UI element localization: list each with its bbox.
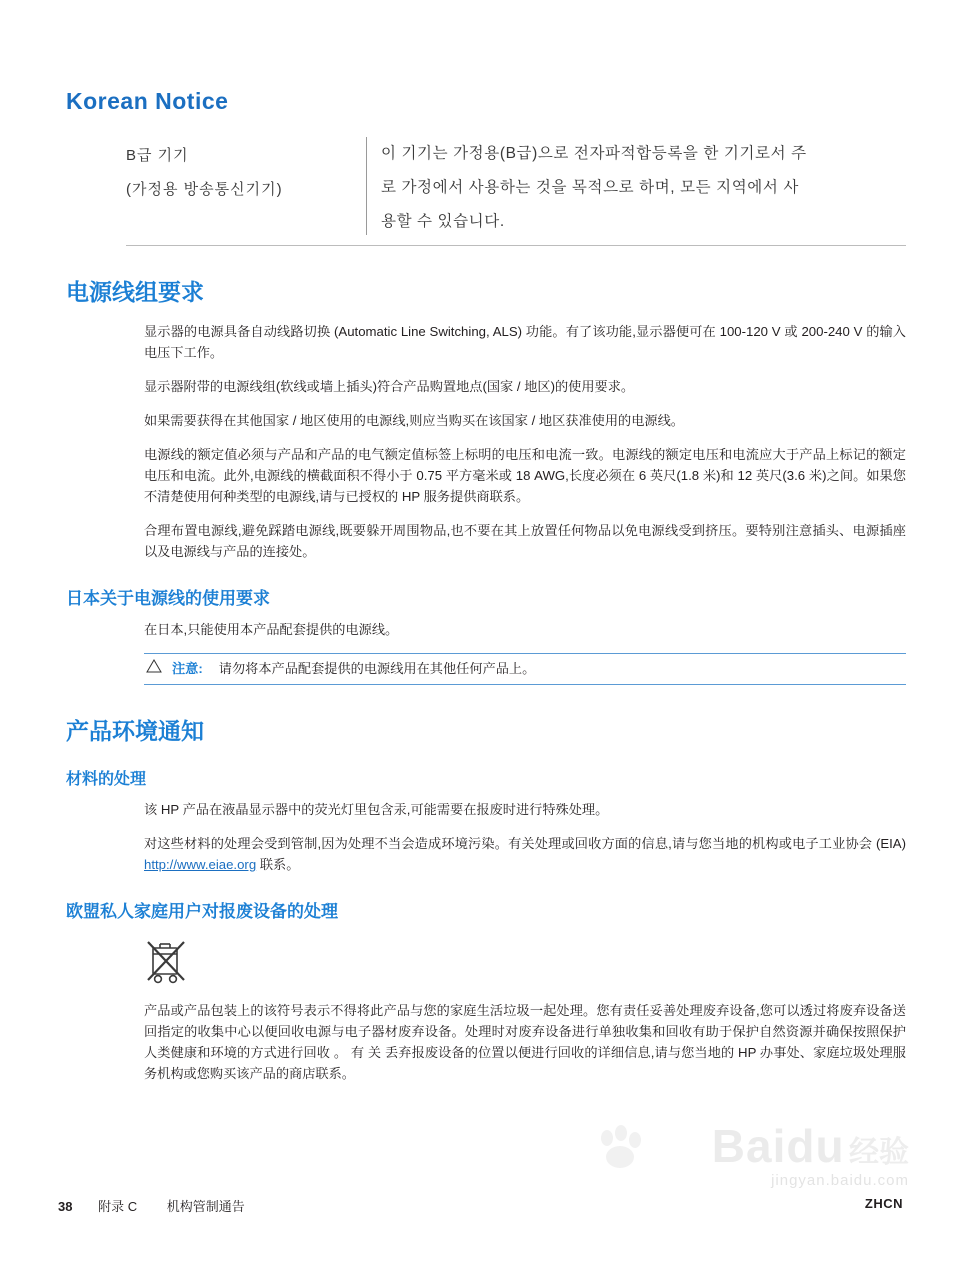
power-cord-paragraph-1: 显示器的电源具备自动线路切换 (Automatic Line Switching, ALS) 功能。有了该功能,显示器便可在 100-120 V 或 200-240 V 的输入电压下工作。	[144, 324, 906, 360]
footer-locale: ZHCN	[864, 1196, 903, 1211]
section-heading-environment: 产品环境通知	[66, 718, 204, 744]
caution-note	[144, 653, 906, 685]
japan-power-cord-body	[144, 619, 906, 640]
watermark-url: jingyan.baidu.com	[771, 1172, 909, 1189]
baidu-watermark	[609, 1120, 909, 1230]
warning-triangle-icon	[144, 659, 172, 679]
power-cord-paragraph-2: 显示器附带的电源线组(软线或墙上插头)符合产品购置地点(国家 / 地区)的使用要求。	[144, 379, 635, 394]
power-cord-paragraph-5: 合理布置电源线,避免踩踏电源线,既要躲开周围物品,也不要在其上放置任何物品以免电源线受到挤压。要特别注意插头、电源插座以及电源线与产品的连接处。	[144, 523, 906, 559]
materials-body	[144, 799, 906, 875]
korean-notice-right	[381, 133, 906, 239]
page-title-korean-notice: Korean Notice	[66, 88, 229, 114]
watermark-brand: Baidu	[711, 1120, 845, 1172]
footer-section: 机构管制通告	[166, 1199, 245, 1214]
materials-paragraph-2	[144, 833, 906, 875]
korean-notice-left	[126, 133, 366, 239]
crossed-out-wheeled-bin-icon	[144, 936, 190, 990]
materials-paragraph-2-before: 对这些材料的处理会受到管制,因为处理不当会造成环境污染。有关处理或回收方面的信息,请与您当地的机构或电子工业协会 (EIA)	[144, 836, 906, 851]
korean-notice-left-line2: (가정용 방송통신기기)	[126, 181, 283, 198]
weee-paragraph: 产品或产品包装上的该符号表示不得将此产品与您的家庭生活垃圾一起处理。您有责任妥善处理废弃设备,您可以透过将废弃设备送回指定的收集中心以便回收电源与电子器材废弃设备。处理时对废弃设备进行单独收集和回收有助于保护自然资源并确保按照保护人类健康和环境的方式进行回收 。 有 关 丢弃报废设备的位置以便进行回收的详细信息,请与您当地的 HP 办事处、家庭垃圾处理服务机构或您购买该产品的商店联系。	[144, 1003, 906, 1081]
materials-paragraph-1: 该 HP 产品在液晶显示器中的荧光灯里包含汞,可能需要在报废时进行特殊处理。	[144, 802, 609, 817]
korean-notice-box	[126, 133, 906, 246]
footer-left	[58, 1196, 245, 1215]
caution-text: 请勿将本产品配套提供的电源线用在其他任何产品上。	[218, 661, 536, 676]
japan-power-cord-paragraph: 在日本,只能使用本产品配套提供的电源线。	[144, 622, 399, 637]
weee-body	[144, 1000, 906, 1084]
korean-notice-right-line2: 로 가정에서 사용하는 것을 목적으로 하며, 모든 지역에서 사	[381, 179, 799, 196]
korean-notice-right-line1: 이 기기는 가정용(B급)으로 전자파적합등록을 한 기기로서 주	[381, 145, 807, 162]
watermark-brand-cn: 经验	[849, 1136, 909, 1169]
materials-paragraph-2-after: 联系。	[256, 857, 300, 872]
subsection-heading-weee: 欧盟私人家庭用户对报废设备的处理	[66, 902, 338, 921]
footer-appendix: 附录 C	[98, 1199, 138, 1214]
korean-notice-divider	[366, 137, 367, 235]
subsection-heading-japan-power-cord: 日本关于电源线的使用要求	[66, 589, 270, 608]
caution-label: 注意:	[172, 661, 203, 676]
subsection-heading-materials: 材料的处理	[66, 771, 147, 788]
power-cord-body	[144, 321, 906, 562]
eiae-link[interactable]: http://www.eiae.org	[144, 857, 257, 872]
paw-print-icon	[591, 1124, 647, 1172]
power-cord-paragraph-3: 如果需要获得在其他国家 / 地区使用的电源线,则应当购买在该国家 / 地区获准使用的电源线。	[144, 413, 684, 428]
section-heading-power-cord: 电源线组要求	[66, 279, 204, 305]
korean-notice-left-line1: B급 기기	[126, 147, 189, 164]
footer-page-number: 38	[58, 1199, 73, 1214]
page-content	[66, 88, 906, 1097]
korean-notice-right-line3: 용할 수 있습니다.	[381, 213, 505, 230]
power-cord-paragraph-4: 电源线的额定值必须与产品和产品的电气额定值标签上标明的电压和电流一致。电源线的额定电压和电流应大于产品上标记的额定电压和电流。此外,电源线的横截面积不得小于 0.75 平方毫米或 18 AWG,长度必须在 6 英尺(1.8 米)和 12 英尺(3.6 米)之间。如果您不清楚使用何种类型的电源线,请与已授权的 HP 服务提供商联系。	[144, 447, 906, 504]
